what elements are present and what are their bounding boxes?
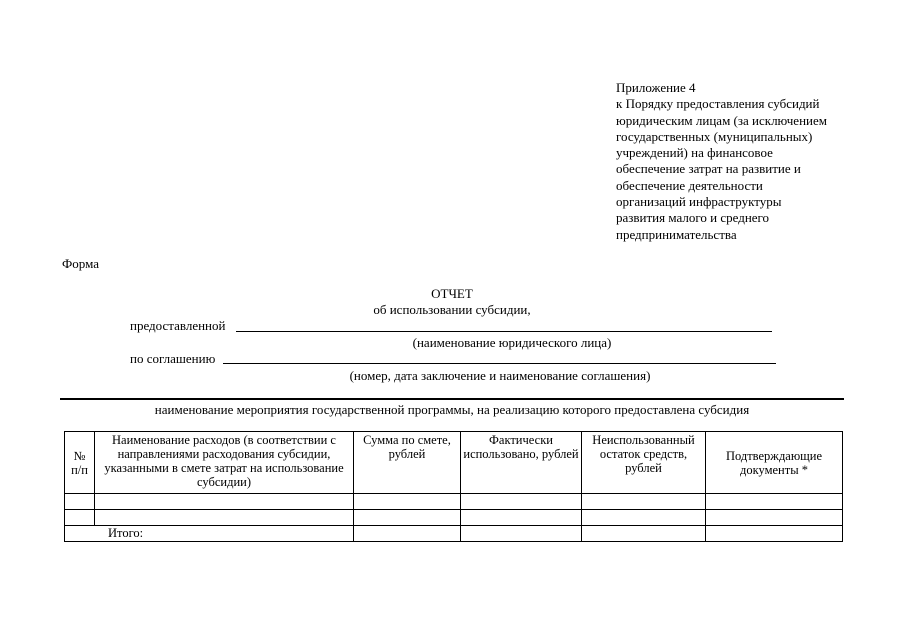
table-total-row: [65, 526, 843, 542]
report-subtitle: об использовании субсидии,: [373, 302, 531, 317]
col-header-estimate: Сумма по смете, рублей: [354, 432, 461, 494]
table-cell[interactable]: [582, 510, 706, 526]
appendix-line: учреждений) на финансовое: [616, 145, 773, 161]
total-label: Итого:: [65, 526, 354, 542]
table-cell[interactable]: [582, 526, 706, 542]
table-cell[interactable]: [65, 494, 95, 510]
table-cell[interactable]: [95, 510, 354, 526]
provided-label: предоставленной: [130, 318, 226, 333]
table-cell[interactable]: [461, 510, 582, 526]
table-cell[interactable]: [354, 510, 461, 526]
form-label: Форма: [62, 256, 99, 271]
agreement-field-line[interactable]: [223, 363, 776, 364]
appendix-line: обеспечение затрат на развитие и: [616, 161, 801, 177]
table-cell[interactable]: [461, 494, 582, 510]
appendix-line: юридическим лицам (за исключением: [616, 112, 827, 128]
table-cell[interactable]: [706, 510, 843, 526]
appendix-note: [616, 80, 896, 243]
agreement-label: по соглашению: [130, 351, 216, 366]
appendix-line: Приложение 4: [616, 80, 696, 95]
agreement-caption: (номер, дата заключение и наименование соглашения): [349, 368, 651, 383]
appendix-line: развития малого и среднего: [616, 210, 770, 226]
report-title: ОТЧЕТ: [431, 286, 473, 301]
program-field-line[interactable]: [60, 398, 844, 400]
table-cell[interactable]: [461, 526, 582, 542]
table-cell[interactable]: [65, 510, 95, 526]
table-cell[interactable]: [95, 494, 354, 510]
table-header-row: [65, 432, 843, 494]
table-row: [65, 510, 843, 526]
appendix-line: обеспечение деятельности: [616, 177, 763, 193]
col-header-docs: Подтверждающие документы *: [706, 432, 843, 494]
table-cell[interactable]: [706, 494, 843, 510]
report-table: [64, 431, 843, 542]
table-cell[interactable]: [354, 526, 461, 542]
table-cell[interactable]: [582, 494, 706, 510]
col-header-used: Фактически использовано, рублей: [461, 432, 582, 494]
table-cell[interactable]: [706, 526, 843, 542]
col-header-unused: Неиспользованный остаток средств, рублей: [582, 432, 706, 494]
appendix-line: предпринимательства: [616, 226, 737, 242]
col-header-num: № п/п: [65, 432, 95, 494]
appendix-line: организаций инфраструктуры: [616, 194, 782, 210]
col-header-expense: Наименование расходов (в соответствии с направлениями расходования субсидии, указанными в смете затрат на использование субсидии): [95, 432, 354, 494]
appendix-line: к Порядку предоставления субсидий: [616, 96, 820, 112]
program-caption: наименование мероприятия государственной программы, на реализацию которого предоставлена субсидия: [154, 402, 750, 417]
table-cell[interactable]: [354, 494, 461, 510]
provided-caption: (наименование юридического лица): [412, 335, 612, 350]
provided-field-line[interactable]: [236, 331, 772, 332]
appendix-line: государственных (муниципальных): [616, 128, 813, 144]
table-row: [65, 494, 843, 510]
